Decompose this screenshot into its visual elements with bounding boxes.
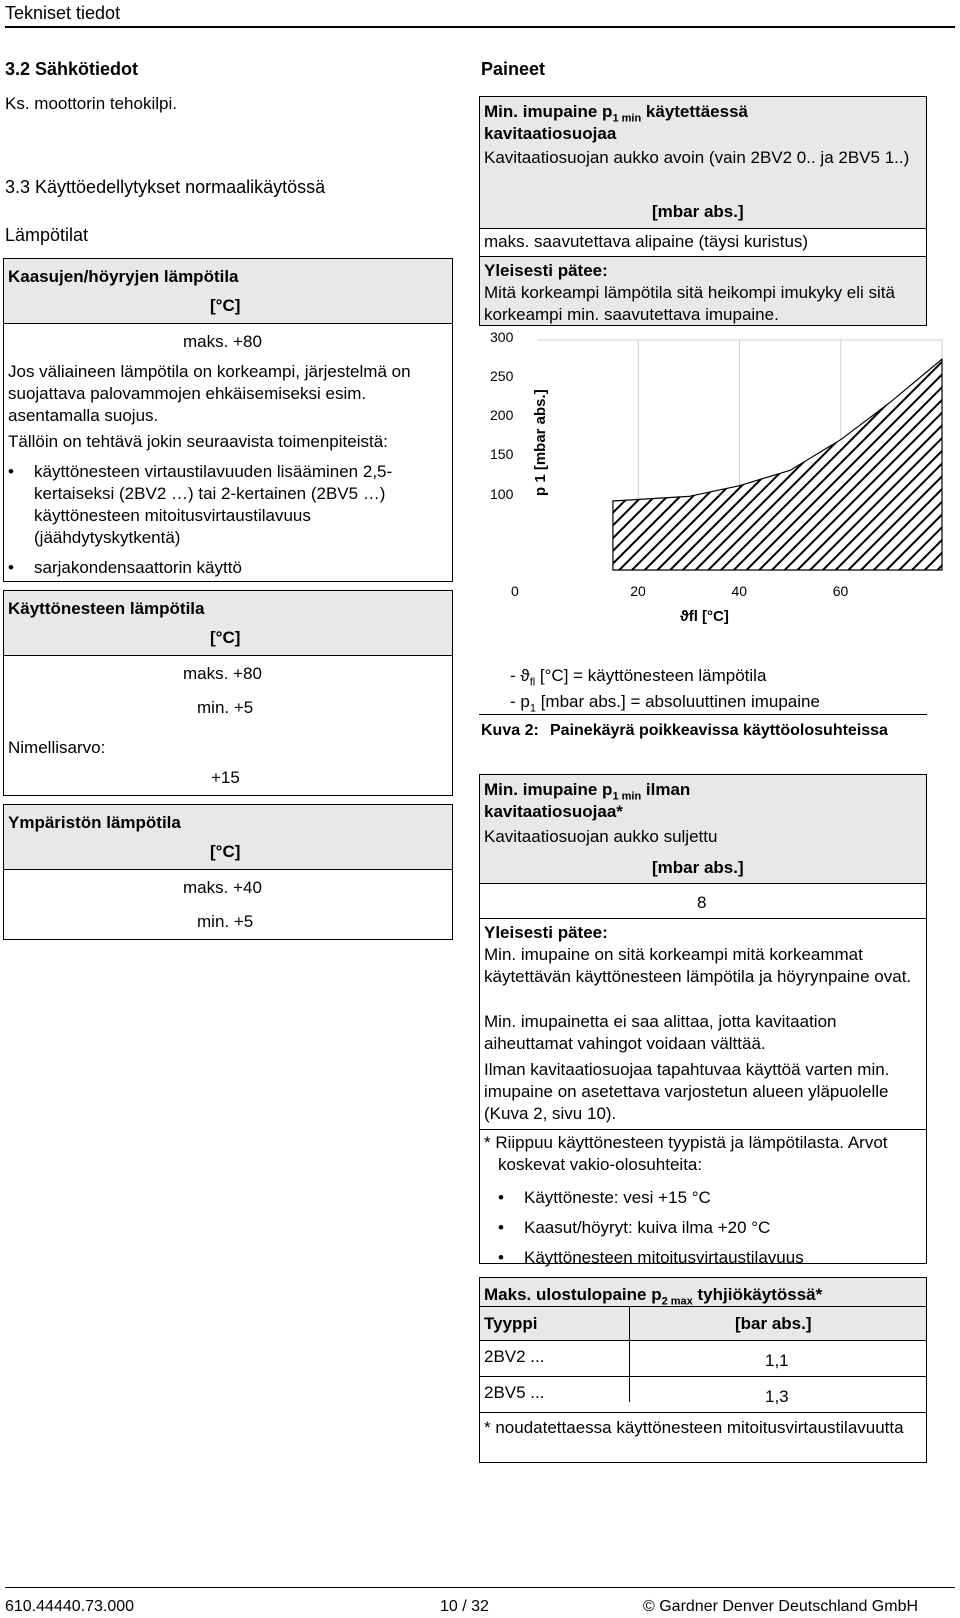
box1-general-text: Mitä korkeampi lämpötila sitä heikompi imukyky eli sitä korkeampi min. saavutettava imupaine. xyxy=(484,283,895,324)
box3-title: Maks. ulostulopaine $p_{2 max}$ tyhjiökäytössä* xyxy=(484,1285,823,1308)
fluid-temperature-unit: [°C] xyxy=(210,628,241,647)
chart-y-tick-label: 200 xyxy=(490,407,514,423)
table-row-type: 2BV2 ... xyxy=(484,1347,545,1366)
list-item: • sarjakondensaattorin käyttö xyxy=(4,557,450,579)
table-row-value: 1,1 xyxy=(765,1351,789,1370)
box2-description: Kavitaatiosuojan aukko suljettu xyxy=(484,827,718,846)
footer-divider xyxy=(5,1587,955,1588)
list-item: • Käyttöneste: vesi +15 °C xyxy=(494,1183,914,1213)
chart-x-tick-label: 60 xyxy=(832,583,849,599)
box2-general-p3: Ilman kavitaatiosuojaa tapahtuvaa käyttöä varten min. imupaine on asetettava varjostetun alueen yläpuolelle (Kuva 2, sivu 10). xyxy=(484,1060,890,1123)
ambient-temperature-min: min. +5 xyxy=(197,912,254,931)
pressures-heading: Paineet xyxy=(481,59,546,79)
chart-y-tick-label: 100 xyxy=(490,486,514,502)
figure-caption-label: Kuva 2: xyxy=(481,722,539,739)
box2-conditions-list xyxy=(494,1183,914,1273)
ambient-temperature-unit: [°C] xyxy=(210,842,241,861)
chart-x-tick-label: 0 xyxy=(511,583,519,599)
chart-legend-temperature: - $ϑ_{fl}$ [°C] = käyttönesteen lämpötila xyxy=(510,666,767,689)
box1-unit: [mbar abs.] xyxy=(652,202,744,221)
figure-caption-text: Painekäyrä poikkeavissa käyttöolosuhteissa xyxy=(550,722,888,739)
min-suction-pressure-cavitation-box xyxy=(479,96,927,326)
ambient-temperature-max: maks. +40 xyxy=(183,878,262,897)
box1-title-line2: kavitaatiosuojaa xyxy=(484,124,617,143)
table-row-value: 1,3 xyxy=(765,1387,789,1406)
fluid-temperature-max: maks. +80 xyxy=(183,664,262,683)
footer-doc-number: 610.44440.73.000 xyxy=(5,1598,135,1615)
chart-y-tick-label: 250 xyxy=(490,368,514,384)
pressure-curve-svg xyxy=(480,326,950,646)
box2-general-p2: Min. imupainetta ei saa alittaa, jotta kavitaation aiheuttamat vahingot voidaan välttää. xyxy=(484,1012,837,1053)
min-suction-pressure-no-cavitation-box xyxy=(479,774,927,1267)
section-3-3-title: 3.3 Käyttöedellytykset normaalikäytössä xyxy=(5,177,326,197)
fluid-temperature-title: Käyttönesteen lämpötila xyxy=(8,599,205,618)
chart-legend-pressure: - $p_1$ [mbar abs.] = absoluuttinen imupaine xyxy=(510,692,820,715)
footer-company: © Gardner Denver Deutschland GmbH xyxy=(643,1598,919,1615)
box1-value: maks. saavutettava alipaine (täysi kuristus) xyxy=(484,232,809,251)
fluid-temperature-nominal-value: +15 xyxy=(211,768,240,787)
chart-y-tick-label: 300 xyxy=(490,329,514,345)
pressure-curve-chart xyxy=(480,326,950,646)
box2-general-p1: Min. imupaine on sitä korkeampi mitä korkeammat käytettävän käyttönesteen lämpötila ja höyrynpaine ovat. xyxy=(484,945,912,986)
box1-general-title: Yleisesti pätee: xyxy=(484,261,608,280)
box3-column-unit: [bar abs.] xyxy=(735,1314,812,1333)
gas-temperature-unit: [°C] xyxy=(210,296,241,315)
section-3-2-text: Ks. moottorin tehokilpi. xyxy=(5,94,177,113)
temperatures-heading: Lämpötilat xyxy=(5,225,89,245)
chart-x-axis-label: ϑfl [°C] xyxy=(680,608,729,625)
ambient-temperature-box xyxy=(3,804,453,940)
box3-column-type: Tyyppi xyxy=(484,1314,538,1333)
box2-title-line2: kavitaatiosuojaa* xyxy=(484,802,623,821)
chart-x-tick-label: 20 xyxy=(630,583,646,599)
fluid-temperature-nominal-label: Nimellisarvo: xyxy=(8,738,106,757)
table-row-type: 2BV5 ... xyxy=(484,1383,545,1402)
fluid-temperature-box xyxy=(3,590,453,796)
box2-title: Min. imupaine $p_{1 min}$ ilman xyxy=(484,780,691,803)
list-item: • Käyttönesteen mitoitusvirtaustilavuus xyxy=(494,1243,914,1273)
chart-shaded-area xyxy=(613,359,942,570)
gas-temperature-title: Kaasujen/höyryjen lämpötila xyxy=(8,267,239,286)
gas-measures-list xyxy=(4,461,450,579)
footer-page-number: 10 / 32 xyxy=(440,1598,489,1615)
section-3-2-title: 3.2 Sähkötiedot xyxy=(5,59,139,79)
header-divider xyxy=(5,26,955,28)
box1-description: Kavitaatiosuojan aukko avoin (vain 2BV2 0.. ja 2BV5 1..) xyxy=(484,148,910,167)
fluid-temperature-min: min. +5 xyxy=(197,698,254,717)
chart-y-axis-label: p 1 [mbar abs.] xyxy=(532,389,549,496)
list-item: • Kaasut/höyryt: kuiva ilma +20 °C xyxy=(494,1213,914,1243)
chart-x-tick-label: 40 xyxy=(731,583,748,599)
gas-temperature-note2: Tällöin on tehtävä jokin seuraavista toimenpiteistä: xyxy=(8,432,388,451)
gas-temperature-note: Jos väliaineen lämpötila on korkeampi, järjestelmä on suojattava palovammojen ehkäisemiseksi esim. asentamalla suojus. xyxy=(8,362,411,425)
chart-y-tick-label: 150 xyxy=(490,446,514,462)
max-outlet-pressure-box xyxy=(479,1277,927,1463)
box1-title: Min. imupaine $p_{1 min}$ käytettäessä xyxy=(484,102,748,125)
box2-unit: [mbar abs.] xyxy=(652,858,744,877)
box2-footnote: * Riippuu käyttönesteen tyypistä ja lämpötilasta. Arvot koskevat vakio-olosuhteita: xyxy=(484,1133,888,1174)
gas-temperature-box xyxy=(3,258,453,582)
ambient-temperature-title: Ympäristön lämpötila xyxy=(8,813,181,832)
box2-general-title: Yleisesti pätee: xyxy=(484,923,608,942)
box2-value: 8 xyxy=(697,893,707,912)
list-item: • käyttönesteen virtaustilavuuden lisääminen 2,5-kertaiseksi (2BV2 …) tai 2-kertainen (2BV5 …) käyttönesteen mitoitusvirtaustilavuus (jäähdytyskytkentä) xyxy=(4,461,450,549)
gas-temperature-max: maks. +80 xyxy=(183,332,262,351)
box3-footnote: * noudatettaessa käyttönesteen mitoitusvirtaustilavuutta xyxy=(484,1418,904,1437)
page-header-title: Tekniset tiedot xyxy=(5,3,121,23)
